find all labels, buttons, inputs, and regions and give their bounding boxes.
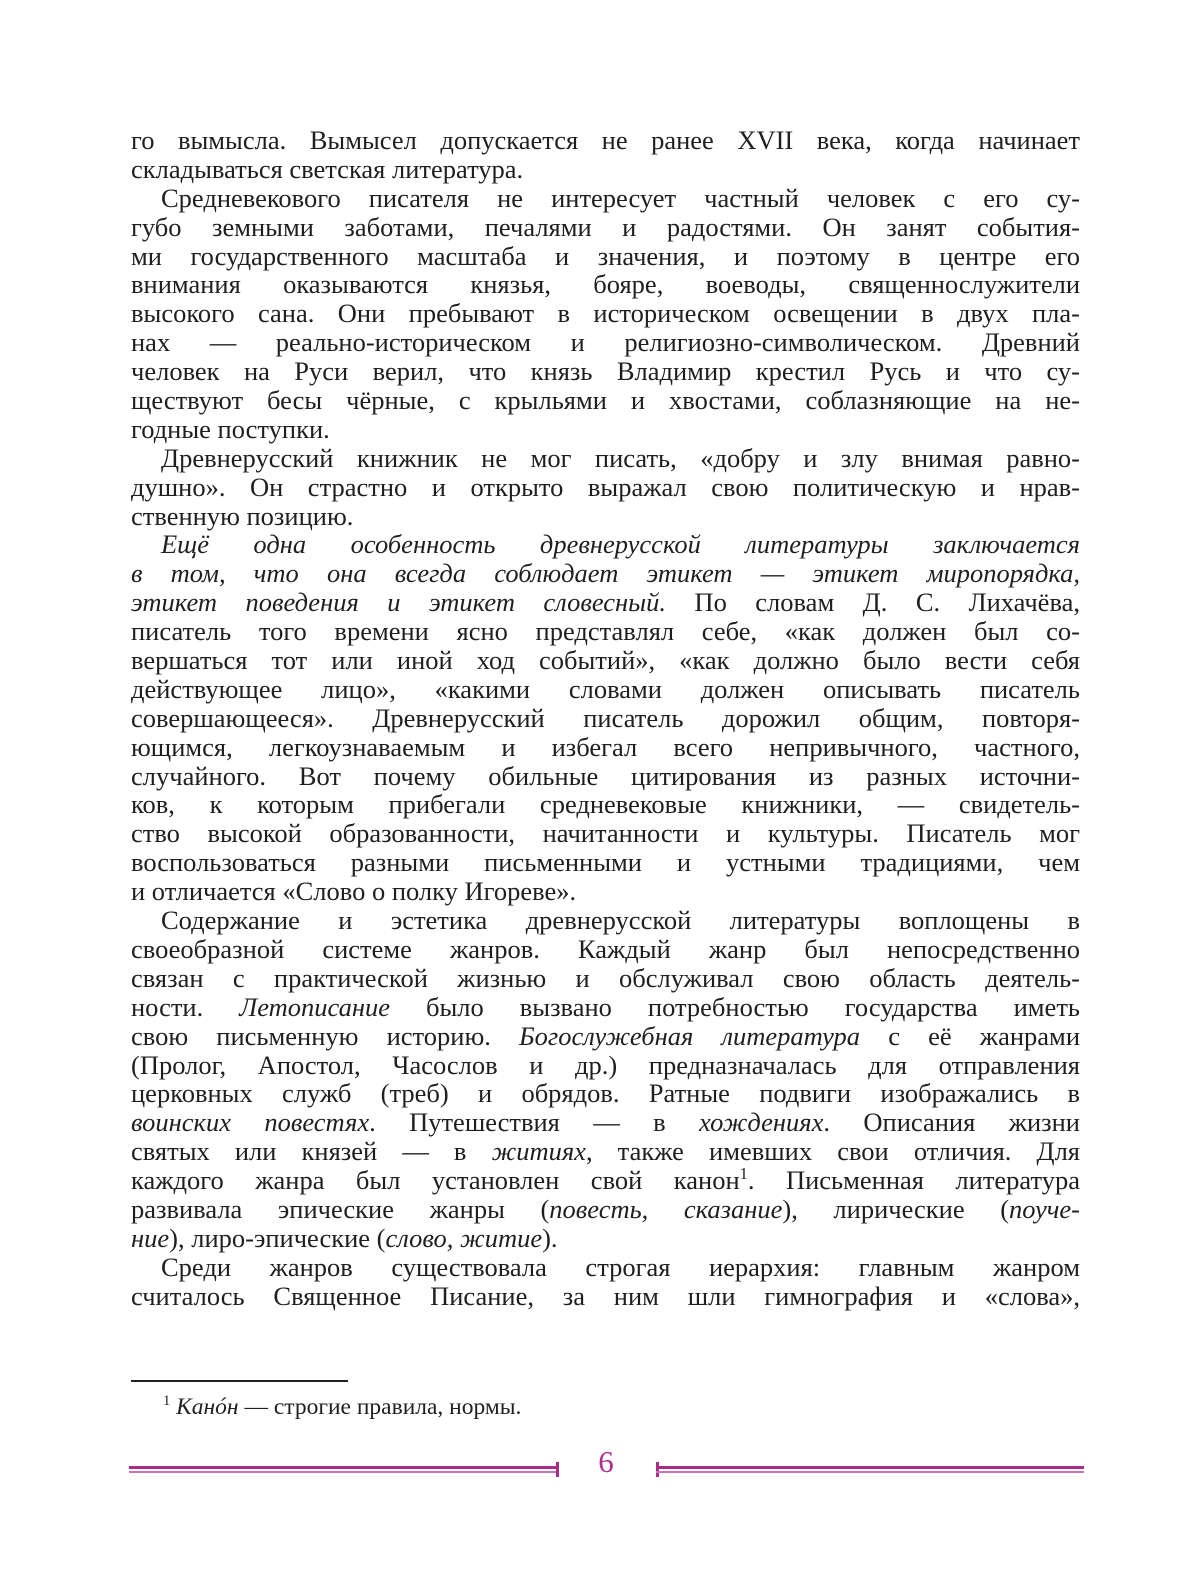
text-line [131, 588, 1080, 617]
text-segment: . Письменная литература [747, 1165, 1080, 1196]
text-line [131, 675, 1080, 704]
text-segment: ности. [131, 991, 240, 1022]
page-number: 6 [598, 1444, 614, 1479]
text-line [131, 415, 1080, 444]
text-segment: ков, к которым прибегали средневековые книжники, — свидетель- [131, 789, 1080, 820]
text-line [131, 704, 1080, 733]
text-segment: губо земными заботами, печалями и радостями. Он занят события- [131, 211, 1080, 242]
text-segment: ), лирические ( [782, 1193, 1010, 1224]
text-segment: слово, житие [385, 1222, 543, 1253]
text-segment: житиях [491, 1136, 586, 1167]
text-line [131, 935, 1080, 964]
text-segment: . Путешествия — в [369, 1107, 700, 1138]
text-segment: годные поступки. [131, 413, 330, 444]
text-line [131, 1282, 1080, 1311]
text-segment: Среди жанров существовала строгая иерархия: главным жанром [161, 1251, 1080, 1282]
text-segment: совершающееся». Древнерусский писатель дорожил общим, повторя- [131, 702, 1080, 733]
text-segment: складываться светская литература. [131, 153, 524, 184]
text-segment: писатель того времени ясно представлял себе, «как должен был со- [131, 616, 1080, 647]
text-line [131, 617, 1080, 646]
text-segment: ). [542, 1222, 558, 1253]
text-segment: связан с практической жизнью и обслуживал свою область деятель- [131, 962, 1080, 993]
text-line [131, 1253, 1080, 1282]
text-line [131, 386, 1080, 415]
text-segment: случайного. Вот почему обильные цитирования из разных источни- [131, 760, 1080, 791]
text-line [131, 906, 1080, 935]
text-line [131, 184, 1080, 213]
text-segment: высокого сана. Они пребывают в историческом освещении в двух пла- [131, 298, 1080, 329]
text-line [131, 502, 1080, 531]
text-line [131, 819, 1080, 848]
text-segment: Канóн [176, 1394, 239, 1420]
text-line [131, 964, 1080, 993]
text-segment: поуче- [1009, 1193, 1080, 1224]
footer-rule-left-tick [556, 1462, 559, 1477]
text-segment: и отличается «Слово о полку Игореве». [131, 876, 577, 907]
text-segment: церковных служб (треб) и обрядов. Ратные подвиги изображались в [131, 1078, 1080, 1109]
text-segment: считалось Священное Писание, за ним шли гимнография и «слова», [131, 1280, 1080, 1311]
text-line [131, 1137, 1080, 1166]
text-line [131, 1224, 1080, 1253]
text-line [131, 473, 1080, 502]
text-line [131, 1392, 1080, 1422]
text-segment: вершаться тот или иной ход событий», «как должно было вести себя [131, 645, 1080, 676]
footnote-reference: 1 [163, 1393, 171, 1410]
text-line [131, 1022, 1080, 1051]
text-segment: с её жанрами [860, 1020, 1080, 1051]
text-segment: человек на Руси верил, что князь Владимир крестил Русь и что су- [131, 356, 1080, 387]
text-segment: внимания оказываются князья, бояре, воеводы, священнослужители [131, 269, 1080, 300]
text-line [131, 242, 1080, 271]
text-line [131, 559, 1080, 588]
text-segment: воспользоваться разными письменными и устными традициями, чем [131, 847, 1080, 878]
text-line [131, 213, 1080, 242]
text-segment: ственную позицию. [131, 500, 354, 531]
text-line [131, 270, 1080, 299]
text-segment: было вызвано потребностью государства иметь [389, 991, 1080, 1022]
text-segment: своеобразной системе жанров. Каждый жанр был непосредственно [131, 933, 1080, 964]
text-segment: развивала эпические жанры ( [131, 1193, 550, 1224]
text-segment: Средневекового писателя не интересует частный человек с его су- [161, 182, 1080, 213]
text-line [131, 848, 1080, 877]
footnote-reference: 1 [739, 1164, 748, 1184]
text-line [131, 762, 1080, 791]
text-line [131, 1108, 1080, 1137]
text-segment: , также имевших свои отличия. Для [585, 1136, 1080, 1167]
text-segment: ), лиро-эпические ( [169, 1222, 386, 1253]
text-segment: — строгие правила, нормы. [238, 1394, 522, 1420]
text-line [131, 444, 1080, 473]
text-segment: воинских повестях [131, 1107, 370, 1138]
text-segment: ществуют бесы чёрные, с крыльями и хвостами, соблазняющие на не- [131, 385, 1080, 416]
footer-rule-right [656, 1466, 1084, 1473]
text-line [131, 790, 1080, 819]
text-segment: повесть, сказание [549, 1193, 783, 1224]
text-segment: нах — реально-историческом и религиозно-символическом. Древний [131, 327, 1080, 358]
text-line [131, 357, 1080, 386]
text-segment: каждого жанра был установлен свой канон [131, 1165, 740, 1196]
text-segment: хождениях [699, 1107, 824, 1138]
text-line [131, 733, 1080, 762]
text-line [131, 328, 1080, 357]
text-line [131, 877, 1080, 906]
text-segment: Содержание и эстетика древнерусской литературы воплощены в [161, 905, 1080, 936]
text-line [131, 530, 1080, 559]
text-line [131, 1079, 1080, 1108]
text-segment: ми государственного масштаба и значения, и поэтому в центре его [131, 240, 1080, 271]
text-segment: ство высокой образованности, начитанности и культуры. Писатель мог [131, 818, 1080, 849]
text-line [131, 126, 1080, 155]
text-segment: По словам Д. С. Лихачёва, [665, 587, 1080, 618]
text-line [131, 646, 1080, 675]
text-segment: в том, что она всегда соблюдает этикет — этикет миропорядка, [131, 558, 1080, 589]
text-segment: ющимся, легкоузнаваемым и избегал всего непривычного, частного, [131, 731, 1080, 762]
text-segment: этикет поведения и этикет словесный. [131, 587, 666, 618]
text-line [131, 299, 1080, 328]
footnote [131, 1392, 1080, 1422]
footer-rule-left [129, 1466, 558, 1473]
text-line [131, 155, 1080, 184]
footnote-divider [131, 1380, 348, 1382]
page-text [131, 126, 1080, 1311]
text-segment: . Описания жизни [823, 1107, 1080, 1138]
text-line [131, 993, 1080, 1022]
text-segment: действующее лицо», «какими словами должен описывать писатель [131, 673, 1080, 704]
text-line [131, 1195, 1080, 1224]
text-segment: свою письменную историю. [131, 1020, 520, 1051]
text-segment: го вымысла. Вымысел допускается не ранее XVII века, когда начинает [131, 125, 1080, 155]
text-segment: Богослужебная литература [519, 1020, 861, 1051]
text-segment: ние [131, 1222, 170, 1253]
text-segment: Древнерусский книжник не мог писать, «добру и злу внимая равно- [161, 442, 1080, 473]
text-segment: (Пролог, Апостол, Часослов и др.) предназначалась для отправления [131, 1049, 1080, 1080]
text-line [131, 1051, 1080, 1080]
text-segment: Летописание [239, 991, 390, 1022]
text-segment: Ещё одна особенность древнерусской литературы заключается [161, 529, 1080, 560]
text-segment: святых или князей — в [131, 1136, 492, 1167]
text-segment: душно». Он страстно и открыто выражал свою политическую и нрав- [131, 471, 1080, 502]
text-line [131, 1166, 1080, 1195]
